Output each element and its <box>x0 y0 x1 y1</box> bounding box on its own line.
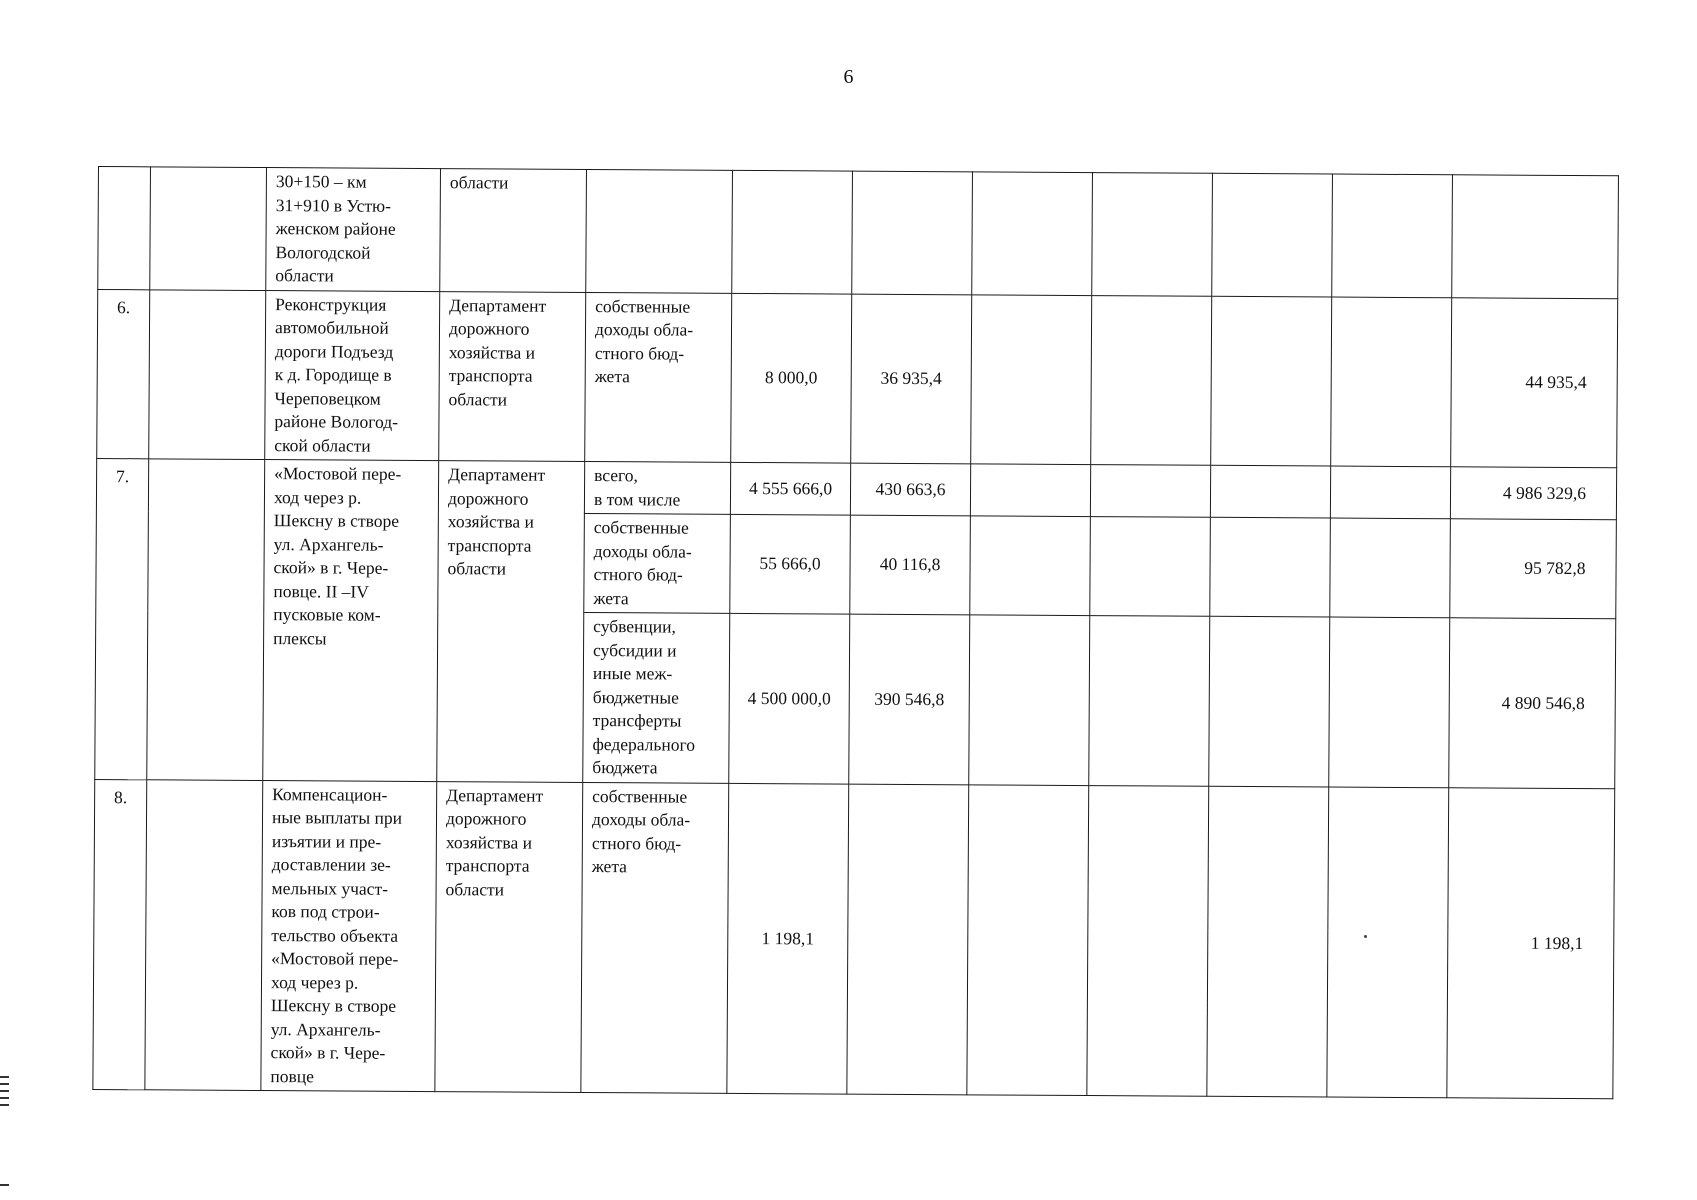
cell-value-2 <box>852 171 973 294</box>
scan-mark <box>0 1097 9 1099</box>
cell-code <box>147 459 265 780</box>
cell-name: Компенсацион- ные выплаты при изъятии и пре- доставлении зе- мельных участ- ков под строи- тельство объекта «Мостовой пере- ход через р. Шексну в створе ул. Архангель- ской» в г. Чере- повце <box>261 780 437 1092</box>
scan-mark <box>0 1083 9 1085</box>
cell-num <box>98 167 151 290</box>
cell-value-2: 36 935,4 <box>851 294 972 464</box>
cell-empty <box>1091 295 1212 465</box>
cell-total: 4 890 546,8 <box>1449 618 1616 789</box>
cell-empty <box>972 172 1093 295</box>
table-row-7 <box>96 458 1616 519</box>
cell-value-1: 55 666,0 <box>730 514 851 614</box>
cell-total: 1 198,1 <box>1447 787 1615 1099</box>
scan-mark <box>0 1184 9 1186</box>
cell-code <box>149 289 266 459</box>
page-number: 6 <box>843 66 854 88</box>
cell-empty <box>1327 787 1449 1098</box>
cell-total: 4 986 329,6 <box>1450 467 1616 520</box>
cell-empty <box>1212 173 1333 296</box>
table-row-6 <box>97 289 1618 468</box>
cell-empty <box>1210 465 1330 518</box>
cell-value-2: 430 663,6 <box>850 463 970 516</box>
cell-total: 44 935,4 <box>1451 297 1618 468</box>
cell-empty <box>1209 616 1330 786</box>
cell-empty <box>970 516 1091 616</box>
cell-executor: Департамент дорожного хозяйства и транспорта области <box>439 291 586 461</box>
cell-empty <box>1092 173 1213 296</box>
cell-num: 6. <box>97 289 150 459</box>
table-row-continued <box>98 167 1619 299</box>
cell-empty <box>1210 517 1331 617</box>
cell-empty <box>1090 517 1211 617</box>
cell-empty <box>1207 786 1329 1097</box>
cell-code <box>145 779 263 1090</box>
cell-value-1: 4 555 666,0 <box>730 462 850 515</box>
cell-name: Реконструкция автомобильной дороги Подъезд к д. Городище в Череповецком районе Вологод- ской области <box>265 290 440 461</box>
cell-empty <box>1329 617 1450 787</box>
scan-mark <box>0 1104 9 1106</box>
cell-total <box>1452 175 1619 299</box>
cell-total: 95 782,8 <box>1450 519 1617 619</box>
cell-empty <box>1090 465 1210 518</box>
cell-empty <box>1330 518 1451 618</box>
table-row-8 <box>93 779 1615 1099</box>
cell-name: «Мостовой пере- ход через р. Шексну в створе ул. Архангель- ской» в г. Чере- повце. II –IV пусковые ком- плексы <box>263 460 439 782</box>
cell-value-1: 8 000,0 <box>731 293 852 463</box>
cell-value-1: 1 198,1 <box>727 783 849 1094</box>
cell-source <box>586 169 733 292</box>
cell-empty <box>971 294 1092 464</box>
cell-empty <box>1211 296 1332 466</box>
cell-value-2: 390 546,8 <box>849 614 970 784</box>
cell-value-2: 40 116,8 <box>850 515 971 615</box>
cell-empty <box>1332 174 1453 297</box>
cell-source: субвенции, субсидии и иные меж- бюджетные трансферты федерального бюджета <box>583 612 730 782</box>
cell-code <box>150 167 267 290</box>
cell-source: собственные доходы обла- стного бюд- жета <box>585 292 732 462</box>
cell-empty <box>1330 466 1450 519</box>
cell-source: собственные доходы обла- стного бюд- жета <box>584 513 731 613</box>
cell-empty <box>1089 616 1210 786</box>
scan-speck <box>1364 935 1367 938</box>
scan-mark <box>0 1076 9 1078</box>
cell-executor: Департамент дорожного хозяйства и транспорта области <box>437 461 585 782</box>
cell-name: 30+150 – км 31+910 в Устю- женском районе Вологодской области <box>266 168 441 292</box>
cell-num: 7. <box>95 458 149 779</box>
scan-mark <box>0 1090 9 1092</box>
cell-value-1 <box>732 170 853 293</box>
cell-empty <box>1331 297 1452 467</box>
cell-source: всего, в том числе <box>584 461 730 514</box>
cell-executor: области <box>440 169 587 292</box>
cell-empty <box>970 464 1090 517</box>
cell-empty <box>967 784 1089 1095</box>
cell-executor: Департамент дорожного хозяйства и транспорта области <box>435 781 583 1092</box>
cell-num: 8. <box>93 779 147 1090</box>
cell-value-2 <box>847 784 969 1095</box>
budget-table <box>92 166 1619 1099</box>
cell-source: собственные доходы обла- стного бюд- жета <box>581 782 729 1093</box>
cell-empty <box>1087 785 1209 1096</box>
cell-value-1: 4 500 000,0 <box>729 613 850 783</box>
cell-empty <box>969 615 1090 785</box>
